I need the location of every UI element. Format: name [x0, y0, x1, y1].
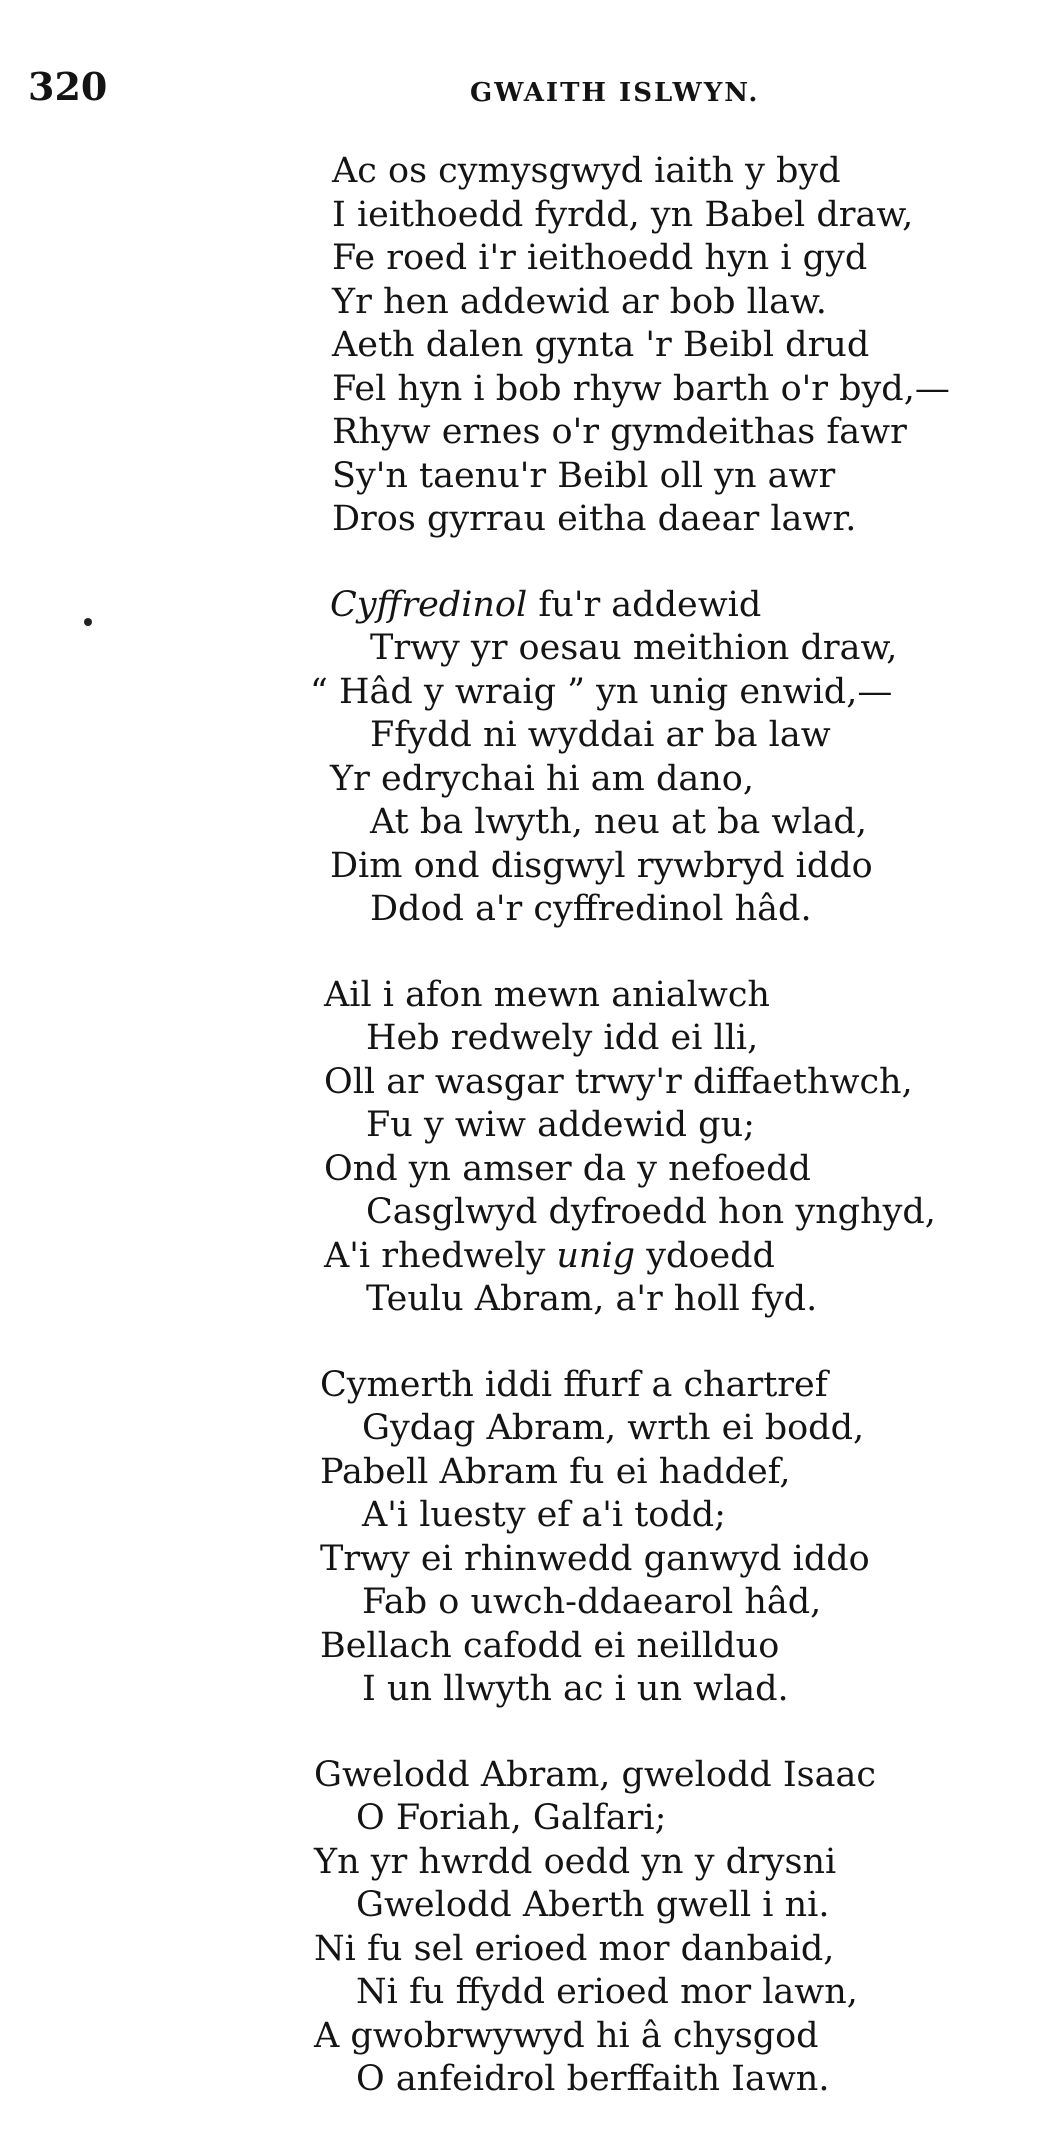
poem-line: Trwy ei rhinwedd ganwyd iddo — [320, 1538, 870, 1579]
poem-line: Ail i afon mewn anialwch — [324, 974, 770, 1015]
poem-line: I ieithoedd fyrdd, yn Babel draw, — [332, 194, 914, 235]
stanza-2 — [0, 584, 1054, 932]
poem — [0, 150, 1054, 2144]
poem-line: Fu y wiw addewid gu; — [366, 1105, 755, 1145]
poem-line: Cymerth iddi ffurf a chartref — [320, 1364, 828, 1405]
line-text: A'i rhedwely — [324, 1235, 557, 1276]
poem-line: Sy'n taenu'r Beibl oll yn awr — [332, 455, 836, 496]
page-number: 320 — [28, 64, 108, 109]
poem-line: Bellach cafodd ei neillduo — [320, 1625, 780, 1666]
poem-line: Ddod a'r cyffredinol hâd. — [370, 889, 812, 929]
line-text: ydoedd — [635, 1235, 775, 1276]
poem-line — [0, 584, 1054, 628]
poem-line: Teulu Abram, a'r holl fyd. — [366, 1279, 818, 1319]
poem-line: Yr hen addewid ar bob llaw. — [332, 281, 827, 322]
line-text: fu'r addewid — [527, 584, 762, 625]
poem-line: O anfeidrol berffaith Iawn. — [356, 2059, 830, 2099]
stanza-3 — [0, 974, 1054, 1322]
poem-line: Dim ond disgwyl rywbryd iddo — [330, 845, 873, 886]
poem-line: Ni fu sel erioed mor danbaid, — [314, 1928, 835, 1969]
poem-line: Trwy yr oesau meithion draw, — [370, 628, 898, 668]
poem-line: Heb redwely idd ei lli, — [366, 1018, 759, 1058]
running-title: GWAITH ISLWYN. — [470, 78, 760, 108]
poem-line: Ni fu ffydd erioed mor lawn, — [356, 1972, 858, 2012]
poem-line — [0, 1235, 1054, 1279]
poem-line: Ffydd ni wyddai ar ba law — [370, 715, 831, 755]
poem-line: Gydag Abram, wrth ei bodd, — [362, 1408, 865, 1448]
poem-line: I un llwyth ac i un wlad. — [362, 1669, 789, 1709]
poem-line: Gwelodd Abram, gwelodd Isaac — [314, 1754, 876, 1795]
italic-word: unig — [556, 1235, 636, 1276]
italic-word: Cyffredinol — [330, 584, 528, 625]
poem-line: At ba lwyth, neu at ba wlad, — [370, 802, 867, 842]
poem-line: Yn yr hwrdd oedd yn y drysni — [314, 1841, 837, 1882]
poem-line: Casglwyd dyfroedd hon ynghyd, — [366, 1192, 936, 1232]
poem-line: O Foriah, Galfari; — [356, 1798, 667, 1838]
poem-line: Rhyw ernes o'r gymdeithas fawr — [332, 412, 907, 452]
stanza-1 — [0, 150, 1054, 542]
poem-line: Ond yn amser da y nefoedd — [324, 1148, 811, 1189]
poem-line: Ac os cymysgwyd iaith y byd — [332, 151, 841, 191]
poem-line: “ Hâd y wraig ” yn unig enwid,— — [310, 671, 893, 712]
poem-line: Pabell Abram fu ei haddef, — [320, 1451, 791, 1492]
stanza-5 — [0, 1754, 1054, 2102]
poem-line: Fe roed i'r ieithoedd hyn i gyd — [332, 238, 868, 278]
poem-line: Gwelodd Aberth gwell i ni. — [356, 1885, 830, 1925]
poem-line: A'i luesty ef a'i todd; — [362, 1495, 726, 1535]
poem-line: Yr edrychai hi am dano, — [330, 758, 754, 799]
poem-line: Dros gyrrau eitha daear lawr. — [332, 499, 857, 539]
stanza-4 — [0, 1364, 1054, 1712]
poem-line: A gwobrwywyd hi â chysgod — [314, 2015, 819, 2056]
poem-line: Fab o uwch-ddaearol hâd, — [362, 1582, 822, 1622]
poem-line: Oll ar wasgar trwy'r diffaethwch, — [324, 1061, 913, 1102]
poem-line: Aeth dalen gynta 'r Beibl drud — [332, 325, 870, 365]
poem-line: Fel hyn i bob rhyw barth o'r byd,— — [332, 368, 950, 409]
